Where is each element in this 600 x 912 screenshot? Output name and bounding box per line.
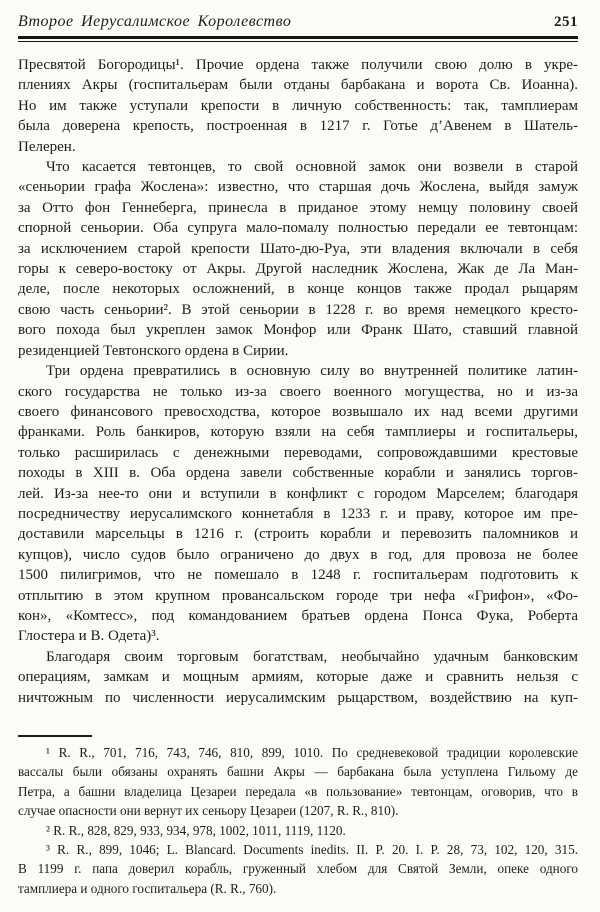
text-line: своего финансового превосходства, которое возвышало их над всеми другими (18, 403, 578, 420)
text-line: посредничеству иерусалимского коннетабля в 1233 г. и праву, которое им пре- (18, 505, 578, 522)
page-header (18, 13, 578, 31)
text-line: Три ордена превратились в основную силу во внутренней политике латин- (46, 363, 578, 380)
text-line: ² R. R., 828, 829, 933, 934, 978, 1002, 1011, 1119, 1120. (46, 822, 346, 838)
text-line: Пресвятой Богородицы¹. Прочие ордена также получили свою долю в укре- (18, 57, 578, 73)
text-line: плениях Акры (госпитальерам были отданы барбакана и ворота Св. Иоанна). (18, 77, 578, 94)
text-line: купцов), число судов было ограничено до двух в год, для провоза не более (18, 546, 578, 563)
footnote (18, 840, 578, 898)
text-line: лей. Из-за нее-то они и вступили в конфликт с городом Марселем; благодаря (18, 485, 578, 502)
footnote (18, 821, 578, 840)
paragraph (18, 157, 578, 361)
text-line: ³ R. R., 899, 1046; L. Blancard. Documents inedits. II. P. 20. I. P. 28, 73, 102, 120, 315. (46, 842, 578, 858)
running-title: Второе Иерусалимское Королевство (18, 13, 292, 30)
text-line: Но им также уступали крепости в личную собственность: так, тамплиерам (18, 97, 578, 114)
text-line: Глостера и В. Одета)³. (18, 628, 160, 645)
text-line: резиденцией Тевтонского ордена в Сирии. (18, 342, 289, 359)
footnote-separator (18, 735, 92, 737)
header-rule (18, 36, 578, 42)
text-line: ¹ R. R., 701, 716, 743, 746, 810, 899, 1010. По средневековой традиции королевские (46, 745, 578, 760)
text-line: походы в XIII в. Оба ордена завели собственные корабли и занялись торгов- (18, 465, 578, 482)
text-line: вассалы были обязаны охранять башни Акры — барбакана была уступлена Гильому де (18, 764, 578, 780)
text-line: тамплиера и одного госпитальера (R. R., 760). (18, 880, 277, 896)
page-number: 251 (554, 14, 578, 30)
text-line: была доверена крепость, построенная в 1217 г. Готье д’Авенем в Шатель- (18, 118, 578, 135)
text-line: деле, после некоторых осложнений, в конце концов также продал рыцарям (18, 281, 578, 298)
text-line: за Отто фон Геннеберга, принесла в приданое этому немцу половину своей (18, 199, 578, 216)
footnotes (18, 743, 578, 898)
paragraph (18, 647, 578, 708)
text-line: кон», «Комтесс», под командованием братьев ордена Понса Фука, Роберта (18, 607, 578, 624)
text-line: Что касается тевтонцев, то свой основной замок они возвели в старой (46, 159, 578, 176)
text-line: Пелерен. (18, 138, 76, 155)
text-line: В 1199 г. папа доверил корабль, груженный хлебом для Святой Земли, опеке одного (18, 861, 578, 877)
text-line: ского государства не только из-за своего военного могущества, но и из-за (18, 383, 578, 400)
text-line: горы к северо-востоку от Акры. Другой наследник Жослена, Жак де Ла Ман- (18, 261, 578, 278)
paragraph (18, 55, 578, 157)
text-line: ничтожным по численности иерусалимским рыцарством, воздействию на куп- (18, 689, 578, 706)
text-line: отплытию в этом крупном провансальском городе три нефа «Грифон», «Фо- (18, 587, 578, 604)
text-line: за исключением старой крепости Шато-дю-Руа, эти владения включали в себя (18, 240, 578, 257)
footnote (18, 743, 578, 821)
text-line: франками. Роль банкиров, которую взяли на себя тамплиеры и госпитальеры, (18, 424, 578, 441)
paragraph (18, 361, 578, 647)
text-line: доставили марсельцы в 1216 г. (строить корабли и перевозить паломников и (18, 526, 578, 543)
text-line: «сеньории графа Жослена»: известно, что старшая дочь Жослена, выйдя замуж (18, 179, 578, 196)
body-text (18, 55, 578, 708)
text-line: только расширилась с денежными переводами, сопровождавшими крестовые (18, 444, 578, 461)
text-line: 1500 пилигримов, что не помешало в 1248 г. госпитальерам подготовить к (18, 567, 578, 584)
text-line: вого похода был укреплен замок Монфор или Франк Шато, ставший главной (18, 322, 578, 339)
text-line: спорной сеньории. Оба супруга мало-помалу полностью передали ее тевтонцам: (18, 220, 578, 237)
text-line: случае опасности они вернут их сеньору Цезареи (1207, R. R., 810). (18, 803, 399, 819)
text-line: свою часть сеньории². В этой сеньории в 1228 г. во время немецкого кресто- (18, 301, 578, 318)
text-line: операциям, замкам и мощным армиям, которые даже и сравнить нельзя с (18, 669, 578, 686)
text-line: Благодаря своим торговым богатствам, необычайно удачным банковским (46, 648, 578, 665)
text-line: Петра, а башни владелица Цезареи передала «в пользование» тевтонцам, оговорив, что в (18, 783, 578, 799)
